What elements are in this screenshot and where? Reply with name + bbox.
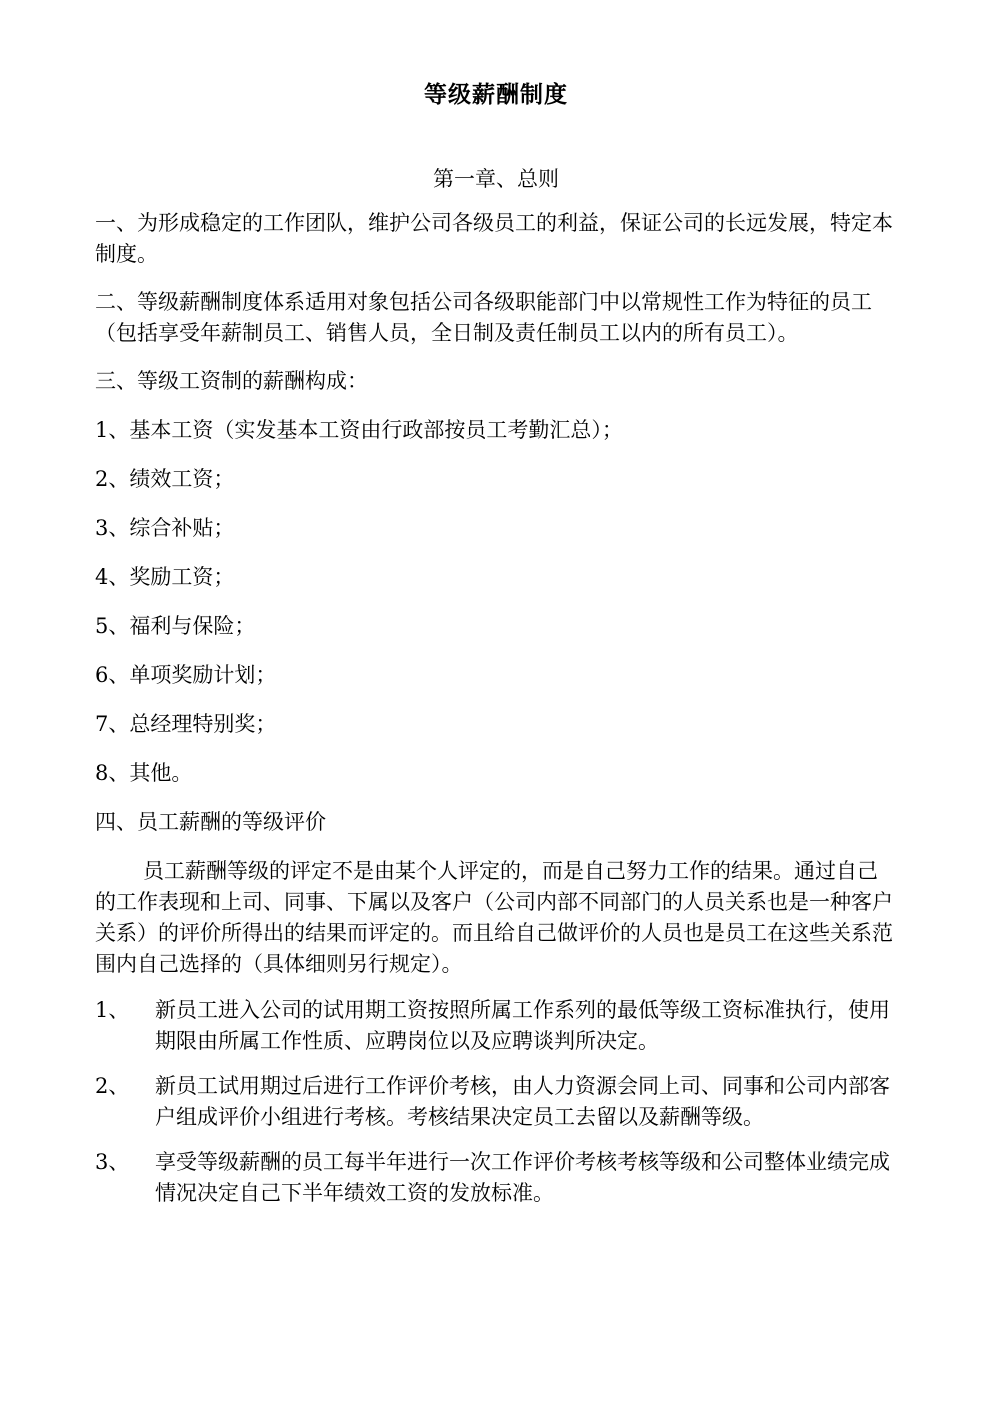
numbered-item-number: 2、 (95, 1074, 130, 1098)
list-item: 8、其他。 (95, 761, 193, 785)
numbered-item-text: 新员工进入公司的试用期工资按照所属工作系列的最低等级工资标准执行，使用期限由所属工作性质、应聘岗位以及应聘谈判所决定。 (155, 998, 890, 1053)
list-item: 7、总经理特别奖； (95, 712, 277, 736)
numbered-item-3 (95, 1147, 895, 1209)
list-item: 5、福利与保险； (95, 614, 256, 638)
paragraph-2: 二、等级薪酬制度体系适用对象包括公司各级职能部门中以常规性工作为特征的员工（包括享受年薪制员工、销售人员，全日制及责任制员工以内的所有员工）。 (95, 290, 872, 345)
list-item: 4、奖励工资； (95, 565, 235, 589)
numbered-item-text: 新员工试用期过后进行工作评价考核，由人力资源会同上司、同事和公司内部客户组成评价小组进行考核。考核结果决定员工去留以及薪酬等级。 (155, 1074, 890, 1129)
list-item: 2、绩效工资； (95, 467, 235, 491)
list-item: 1、基本工资（实发基本工资由行政部按员工考勤汇总）； (95, 418, 623, 442)
numbered-item-number: 3、 (95, 1150, 130, 1174)
list-item: 3、综合补贴； (95, 516, 235, 540)
chapter-heading: 第一章、总则 (433, 167, 559, 191)
numbered-item-text: 享受等级薪酬的员工每半年进行一次工作评价考核考核等级和公司整体业绩完成情况决定自己下半年绩效工资的发放标准。 (155, 1150, 890, 1205)
paragraph-4-body: 员工薪酬等级的评定不是由某个人评定的，而是自己努力工作的结果。通过自己的工作表现和上司、同事、下属以及客户（公司内部不同部门的人员关系也是一种客户关系）的评价所得出的结果而评定的。而且给自己做评价的人员也是员工在这些关系范围内自己选择的（具体细则另行规定）。 (95, 859, 893, 976)
list-item: 6、单项奖励计划； (95, 663, 277, 687)
paragraph-1: 一、为形成稳定的工作团队，维护公司各级员工的利益，保证公司的长远发展，特定本制度。 (95, 211, 893, 266)
paragraph-3: 三、等级工资制的薪酬构成： (95, 369, 368, 393)
numbered-item-number: 1、 (95, 998, 130, 1022)
paragraph-4: 四、员工薪酬的等级评价 (95, 810, 326, 834)
numbered-item-2 (95, 1071, 895, 1133)
numbered-item-1 (95, 995, 895, 1057)
document-title: 等级薪酬制度 (424, 82, 568, 108)
document-body (95, 208, 895, 1223)
